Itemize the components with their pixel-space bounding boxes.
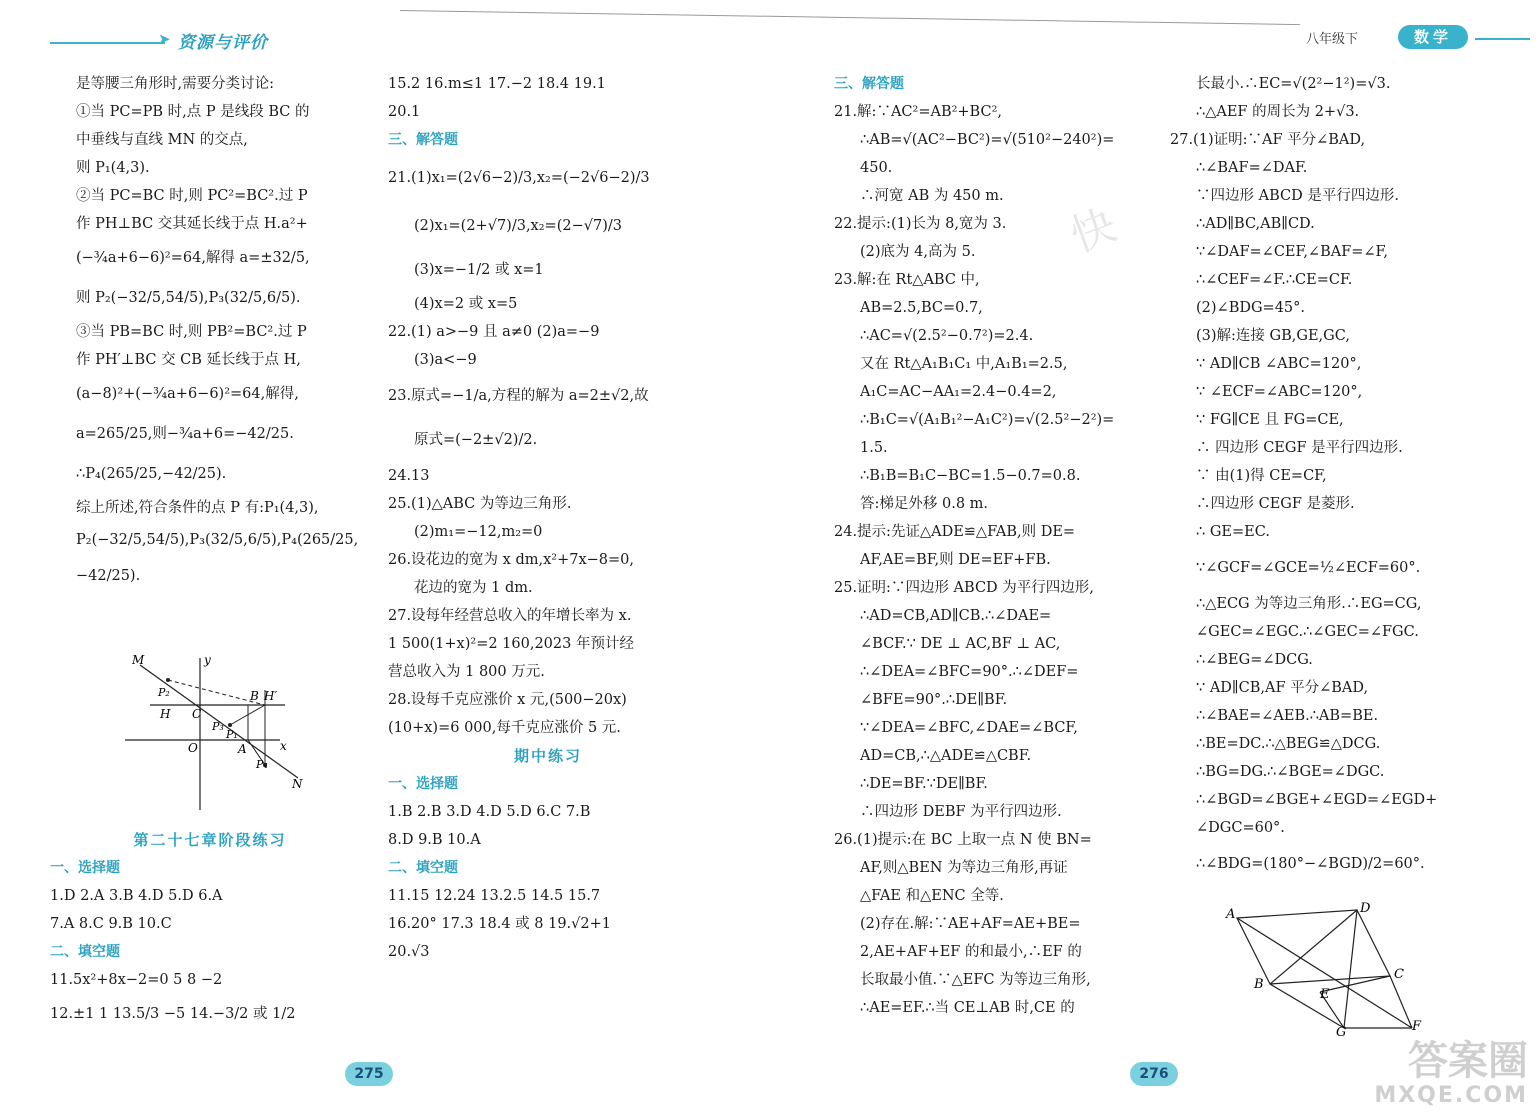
header-accent-line	[1475, 38, 1530, 40]
text-line: ③当 PB=BC 时,则 PB²=BC².过 P	[76, 324, 307, 340]
text-line: ∴∠BAF=∠DAF.	[1196, 160, 1308, 176]
text-line: ②当 PC=BC 时,则 PC²=BC².过 P	[76, 188, 308, 204]
text-line: 花边的宽为 1 dm.	[414, 580, 533, 596]
text-line: ∠BCF.∵ DE ⊥ AC,BF ⊥ AC,	[860, 636, 1061, 652]
figure-label: A	[238, 742, 247, 756]
text-line: ∴AB=√(AC²−BC²)=√(510²−240²)=	[860, 132, 1115, 148]
figure-label: O	[188, 741, 198, 755]
figure-label: x	[280, 739, 287, 753]
text-line: 11.5x²+8x−2=0 5 8 −2	[50, 972, 223, 988]
figure-label: P₁	[226, 728, 238, 741]
page-divider	[400, 10, 1300, 25]
text-line: ∠DGC=60°.	[1196, 820, 1285, 836]
text-line: 又在 Rt△A₁B₁C₁ 中,A₁B₁=2.5,	[860, 356, 1068, 372]
figure-label: C	[192, 707, 202, 721]
text-line: (2)m₁=−12,m₂=0	[414, 524, 543, 540]
text-line: 26.设花边的宽为 x dm,x²+7x−8=0,	[388, 552, 634, 568]
section-heading: 二、填空题	[388, 860, 458, 876]
text-line: AF,AE=BF,则 DE=EF+FB.	[860, 552, 1051, 568]
text-line: 8.D 9.B 10.A	[388, 832, 481, 848]
text-line: △FAE 和△ENC 全等.	[860, 888, 1004, 904]
text-line: (a−8)²+(−¾a+6−6)²=64,解得,	[76, 386, 299, 402]
text-line: ∴△ECG 为等边三角形.∴EG=CG,	[1196, 596, 1422, 612]
text-line: 21.(1)x₁=(2√6−2)/3,x₂=(−2√6−2)/3	[388, 170, 650, 186]
text-line: ∠BFE=90°.∴DE∥BF.	[860, 692, 1008, 708]
text-line: 25.证明:∵四边形 ABCD 为平行四边形,	[834, 580, 1094, 596]
text-line: ∴B₁C=√(A₁B₁²−A₁C²)=√(2.5²−2²)=	[860, 412, 1115, 428]
section-heading: 一、选择题	[388, 776, 458, 792]
text-line: ∴四边形 CEGF 是菱形.	[1196, 496, 1355, 512]
figure-label: N	[292, 777, 303, 791]
header-accent-bar	[50, 42, 165, 44]
figure-label: G	[1336, 1025, 1347, 1038]
text-line: −42/25).	[76, 568, 141, 584]
figure-label: P₃	[212, 720, 224, 733]
figure-label: B	[1254, 977, 1264, 992]
text-line: P₂(−32/5,54/5),P₃(32/5,6/5),P₄(265/25,	[76, 532, 359, 548]
text-line: 则 P₂(−32/5,54/5),P₃(32/5,6/5).	[76, 290, 301, 306]
text-line: 营总收入为 1 800 万元.	[388, 664, 545, 680]
text-line: 25.(1)△ABC 为等边三角形.	[388, 496, 572, 512]
text-line: 15.2 16.m≤1 17.−2 18.4 19.1	[388, 76, 606, 92]
text-line: ∵ ∠ECF=∠ABC=120°,	[1196, 384, 1363, 400]
watermark	[1374, 1039, 1528, 1108]
column-3	[834, 70, 1154, 1022]
text-line: ∴AD=CB,AD∥CB.∴∠DAE=	[860, 608, 1052, 624]
text-line: 12.±1 1 13.5/3 −5 14.−3/2 或 1/2	[50, 1006, 296, 1022]
figure-label: M	[132, 653, 145, 667]
text-line: (3)解:连接 GB,GE,GC,	[1196, 328, 1350, 344]
text-line: 16.20° 17.3 18.4 或 8 19.√2+1	[388, 916, 612, 932]
text-line: 则 P₁(4,3).	[76, 160, 150, 176]
text-line: 22.(1) a>−9 且 a≠0 (2)a=−9	[388, 324, 600, 340]
text-line: (2)x₁=(2+√7)/3,x₂=(2−√7)/3	[414, 218, 622, 234]
text-line: (10+x)=6 000,每千克应涨价 5 元.	[388, 720, 621, 736]
parallelogram-figure	[1222, 898, 1432, 1038]
text-line: 1.5.	[860, 440, 888, 456]
text-line: 作 PH⊥BC 交其延长线于点 H.a²+	[76, 216, 308, 232]
section-heading: 三、解答题	[388, 132, 458, 148]
text-line: ∴AD∥BC,AB∥CD.	[1196, 216, 1315, 232]
figure-label: F	[1412, 1019, 1422, 1034]
text-line: (−¾a+6−6)²=64,解得 a=±32/5,	[76, 250, 310, 266]
section-heading: 三、解答题	[834, 76, 904, 92]
text-line: 20.√3	[388, 944, 430, 960]
text-line: 长最小.∴EC=√(2²−1²)=√3.	[1196, 76, 1391, 92]
text-line: ∵∠DAF=∠CEF,∠BAF=∠F,	[1196, 244, 1388, 260]
text-line: ∴DE=BF.∵DE∥BF.	[860, 776, 988, 792]
text-line: (2)存在.解:∵AE+AF=AE+BE=	[860, 916, 1081, 932]
text-line: 22.提示:(1)长为 8,宽为 3.	[834, 216, 1007, 232]
text-line: ∴四边形 DEBF 为平行四边形.	[860, 804, 1062, 820]
header-logo: 资源与评价	[178, 33, 268, 53]
text-line: 24.13	[388, 468, 430, 484]
coordinate-figure	[120, 650, 310, 815]
column-1-bottom	[50, 826, 370, 1034]
text-line: ∴AC=√(2.5²−0.7²)=2.4.	[860, 328, 1034, 344]
text-line: ∴BE=DC.∴△BEG≌△DCG.	[1196, 736, 1381, 752]
text-line: 23.原式=−1/a,方程的解为 a=2±√2,故	[388, 388, 649, 404]
text-line: AB=2.5,BC=0.7,	[860, 300, 983, 316]
header-left	[50, 22, 350, 62]
text-line: (2)底为 4,高为 5.	[860, 244, 976, 260]
text-line: A₁C=AC−AA₁=2.4−0.4=2,	[860, 384, 1057, 400]
figure-label: P₄	[256, 758, 268, 771]
text-line: (4)x=2 或 x=5	[414, 296, 518, 312]
column-1	[76, 70, 366, 594]
section-heading: 一、选择题	[50, 860, 120, 876]
figure-label: H	[160, 707, 171, 721]
text-line: 1.B 2.B 3.D 4.D 5.D 6.C 7.B	[388, 804, 591, 820]
header-right	[1290, 22, 1530, 52]
text-line: 综上所述,符合条件的点 P 有:P₁(4,3),	[76, 500, 319, 516]
text-line: ∴∠BGD=∠BGE+∠EGD=∠EGD+	[1196, 792, 1438, 808]
text-line: ∵ AD∥CB,AF 平分∠BAD,	[1196, 680, 1369, 696]
text-line: 中垂线与直线 MN 的交点,	[76, 132, 248, 148]
text-line: 原式=(−2±√2)/2.	[414, 432, 538, 448]
text-line: ∵四边形 ABCD 是平行四边形.	[1196, 188, 1399, 204]
text-line: AD=CB,∴△ADE≌△CBF.	[860, 748, 1032, 764]
text-line: a=265/25,则−¾a+6=−42/25.	[76, 426, 294, 442]
text-line: 23.解:在 Rt△ABC 中,	[834, 272, 980, 288]
section-heading: 二、填空题	[50, 944, 120, 960]
text-line: ∠GEC=∠EGC.∴∠GEC=∠FGC.	[1196, 624, 1419, 640]
text-line: ∵ FG∥CE 且 FG=CE,	[1196, 412, 1344, 428]
arrow-icon: ➤	[158, 30, 171, 48]
text-line: 作 PH′⊥BC 交 CB 延长线于点 H,	[76, 352, 301, 368]
text-line: ∵∠GCF=∠GCE=½∠ECF=60°.	[1196, 560, 1421, 576]
chapter-title: 第二十七章阶段练习	[133, 831, 287, 849]
text-line: ∴∠CEF=∠F.∴CE=CF.	[1196, 272, 1353, 288]
grade-label: 八年级下	[1306, 32, 1359, 47]
text-line: 长取最小值.∵△EFC 为等边三角形,	[860, 972, 1091, 988]
text-line: ∴∠BEG=∠DCG.	[1196, 652, 1313, 668]
text-line: ∵∠DEA=∠BFC,∠DAE=∠BCF,	[860, 720, 1078, 736]
figure-label: C	[1394, 967, 1404, 982]
text-line: ∴P₄(265/25,−42/25).	[76, 466, 227, 482]
text-line: 28.设每千克应涨价 x 元,(500−20x)	[388, 692, 627, 708]
column-2	[388, 70, 708, 966]
text-line: 1 500(1+x)²=2 160,2023 年预计经	[388, 636, 634, 652]
text-line: ∵ 由(1)得 CE=CF,	[1196, 468, 1327, 484]
faint-stamp: 快	[1064, 199, 1123, 263]
text-line: ∴AE=EF.∴当 CE⊥AB 时,CE 的	[860, 1000, 1075, 1016]
text-line: (2)∠BDG=45°.	[1196, 300, 1306, 316]
column-4	[1170, 70, 1500, 886]
text-line: ∴ 四边形 CEGF 是平行四边形.	[1196, 440, 1403, 456]
text-line: 1.D 2.A 3.B 4.D 5.D 6.A	[50, 888, 223, 904]
page-number-left: 275	[345, 1062, 393, 1086]
text-line: 答:梯足外移 0.8 m.	[860, 496, 989, 512]
text-line: 20.1	[388, 104, 421, 120]
text-line: 26.(1)提示:在 BC 上取一点 N 使 BN=	[834, 832, 1092, 848]
figure-label: A	[1226, 907, 1236, 922]
text-line: ∴BG=DG.∴∠BGE=∠DGC.	[1196, 764, 1385, 780]
text-line: 450.	[860, 160, 893, 176]
text-line: ∴ GE=EC.	[1196, 524, 1270, 540]
text-line: 7.A 8.C 9.B 10.C	[50, 916, 172, 932]
text-line: 2,AE+AF+EF 的和最小,∴EF 的	[860, 944, 1082, 960]
subject-badge: 数学	[1398, 25, 1468, 49]
text-line: 24.提示:先证△ADE≌△FAB,则 DE=	[834, 524, 1076, 540]
text-line: ∴河宽 AB 为 450 m.	[860, 188, 1004, 204]
text-line: 11.15 12.24 13.2.5 14.5 15.7	[388, 888, 601, 904]
text-line: 是等腰三角形时,需要分类讨论:	[76, 76, 274, 92]
text-line: 27.(1)证明:∵AF 平分∠BAD,	[1170, 132, 1366, 148]
text-line: ∴∠BAE=∠AEB.∴AB=BE.	[1196, 708, 1379, 724]
figure-label: E	[1320, 987, 1330, 1002]
text-line: ∴∠BDG=(180°−∠BGD)/2=60°.	[1196, 856, 1425, 872]
figure-label: D	[1360, 901, 1371, 916]
text-line: ∴B₁B=B₁C−BC=1.5−0.7=0.8.	[860, 468, 1081, 484]
text-line: AF,则△BEN 为等边三角形,再证	[860, 860, 1068, 876]
figure-label: P₂	[158, 686, 170, 699]
figure-label: H′	[264, 689, 278, 703]
text-line: ①当 PC=PB 时,点 P 是线段 BC 的	[76, 104, 310, 120]
text-line: ∵ AD∥CB ∠ABC=120°,	[1196, 356, 1362, 372]
text-line: (3)a<−9	[414, 352, 477, 368]
text-line: 27.设每年经营总收入的年增长率为 x.	[388, 608, 632, 624]
figure-label: B	[250, 689, 259, 703]
watermark-logo: 答案圈	[1408, 1038, 1528, 1084]
page-number-right: 276	[1130, 1062, 1178, 1086]
text-line: ∴△AEF 的周长为 2+√3.	[1196, 104, 1360, 120]
text-line: (3)x=−1/2 或 x=1	[414, 262, 544, 278]
midterm-title: 期中练习	[513, 747, 582, 765]
text-line: ∴∠DEA=∠BFC=90°.∴∠DEF=	[860, 664, 1079, 680]
text-line: 21.解:∵AC²=AB²+BC²,	[834, 104, 1003, 120]
watermark-url: MXQE.COM	[1374, 1083, 1528, 1108]
figure-label: y	[204, 653, 211, 667]
